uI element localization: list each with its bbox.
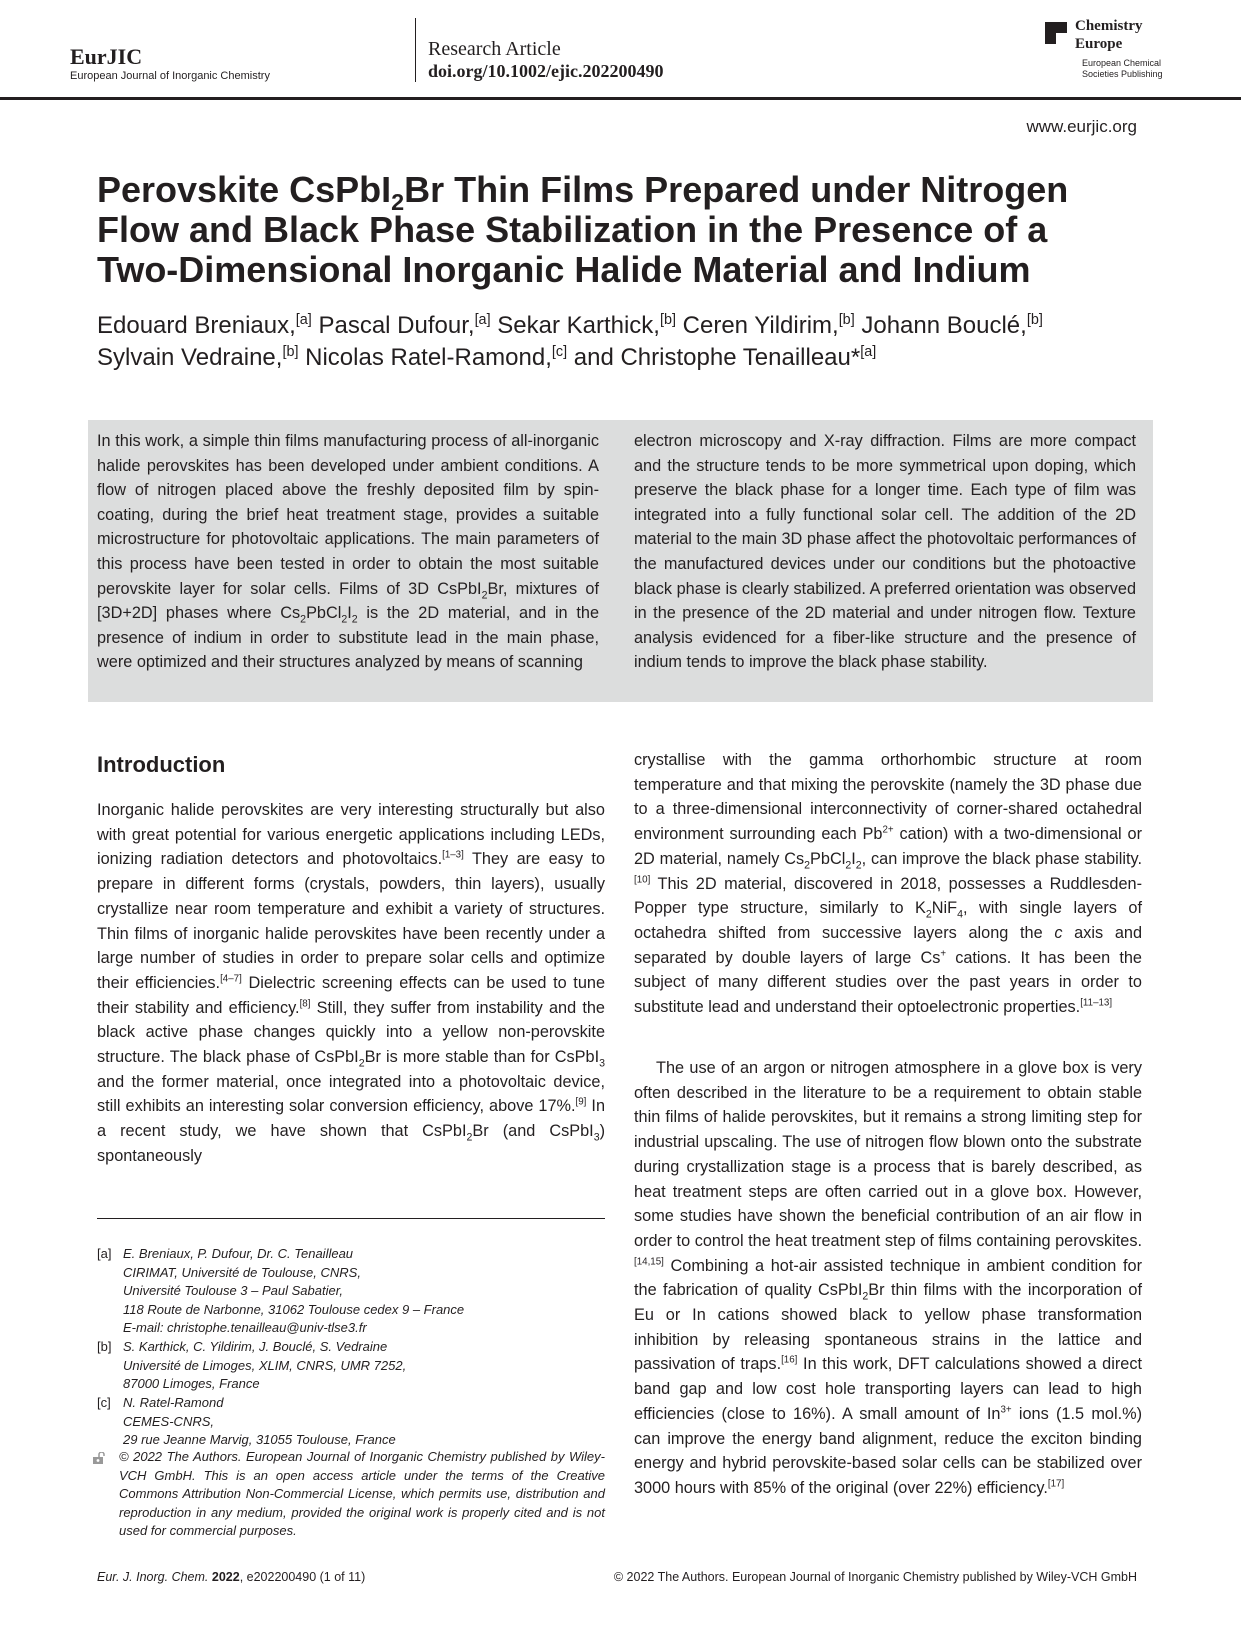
author: Nicolas Ratel-Ramond,[c]	[305, 344, 568, 371]
affiliation-line: 29 rue Jeanne Marvig, 31055 Toulouse, France	[123, 1432, 396, 1447]
article-type: Research Article	[428, 38, 561, 60]
affiliation-line: CIRIMAT, Université de Toulouse, CNRS,	[123, 1264, 361, 1280]
intro-paragraph-2: The use of an argon or nitrogen atmosphere in a glove box is very often described in the literature to be a requirement to obtain stable thin films of halide perovskites, but it remains a strong limiting step for industrial upscaling. The use of nitrogen flow blown onto the substrate during crystallization stage is a process that is barely described, as heat treatment steps are often carried out in a glove box. However, some studies have shown the beneficial contribution of an air flow in order to control the heat treatment step of films containing perovskites.[14,15] Combining a hot-air assisted technique in ambient condition for the fabrication of quality CsPbI$_2$Br thin films with the incorporation of Eu or In cations showed black to yellow phase transformation inhibition by releasing spontaneous strains in the lattice and passivation of traps.[16] In this work, DFT calculations showed a direct band gap and low cost hole transporting layers can lead to high efficiencies (close to 16%). A small amount of $In^{3+}$ ions (1.5 mol.%) can improve the energy band alignment, reduce the exciton binding energy and hybrid perovskite-based solar cells can be stabilized over 3000 hours with 85% of the original (over 22%) efficiency.[17]	[634, 1059, 1142, 1497]
citation[interactable]: [1–3]	[442, 849, 464, 861]
author: Sekar Karthick,[b]	[497, 312, 676, 339]
affiliation-line: S. Karthick, C. Yildirim, J. Bouclé, S. Vedraine	[123, 1339, 388, 1354]
affiliation-line: Université Toulouse 3 – Paul Sabatier,	[123, 1283, 343, 1298]
author: and Christophe Tenailleau*[a]	[573, 344, 877, 371]
footer-article-number: , e202200490 (1 of 11)	[239, 1570, 366, 1584]
journal-website[interactable]: www.eurjic.org	[1026, 117, 1137, 136]
publisher-sub-line2: Societies Publishing	[1082, 69, 1163, 79]
affiliation-a	[97, 1245, 605, 1338]
affiliation-c	[97, 1394, 605, 1450]
affiliation-line: E. Breniaux, P. Dufour, Dr. C. Tenailleau	[123, 1246, 354, 1261]
citation[interactable]: [9]	[575, 1097, 587, 1109]
abstract-column-1: In this work, a simple thin films manufacturing process of all-inorganic halide perovskites has been developed under ambient conditions. A flow of nitrogen placed above the freshly deposited film by spin-coating, during the brief heat treatment stage, provides a suitable microstructure for photovoltaic applications. The main parameters of this process have been tested in order to obtain the most suitable perovskite layer for solar cells. Films of 3D CsPbI$_2$Br, mixtures of [3D+2D] phases where $Cs_2PbCl_2I_2$ is the 2D material, and in the presence of indium in order to substitute lead in the main phase, were optimized and their structures analyzed by means of scanning	[97, 432, 599, 672]
title-subscript: 2	[391, 189, 405, 216]
journal-full-name: European Journal of Inorganic Chemistry	[70, 70, 270, 82]
title-text: Br Thin Films Prepared under Nitrogen	[404, 169, 1069, 210]
license-notice: © 2022 The Authors. European Journal of Inorganic Chemistry published by Wiley-VCH GmbH. This is an open access article under the terms of the Creative Commons Attribution Non-Commercial License, which permits use, distribution and reproduction in any medium, provided the original work is properly cited and is not used for commercial purposes.	[119, 1449, 605, 1538]
affiliation-line: 118 Route de Narbonne, 31062 Toulouse cedex 9 – France	[123, 1301, 465, 1317]
footer-year: 2022	[211, 1570, 240, 1584]
affiliation-label: [b]	[97, 1339, 112, 1354]
affiliation-email[interactable]: E-mail: christophe.tenailleau@univ-tlse3.fr	[123, 1320, 367, 1335]
affiliation-line: 87000 Limoges, France	[123, 1376, 260, 1391]
abstract-column-2: electron microscopy and X-ray diffraction. Films are more compact and the structure tends to be more symmetrical upon doping, which preserve the black phase for a longer time. Each type of film was integrated into a fully functional solar cell. The addition of the 2D material to the main 3D phase affect the photovoltaic performances of the manufactured devices under our conditions but the photoactive black phase is clearly stabilized. A preferred orientation was observed in the presence of the 2D material and under nitrogen flow. Texture analysis evidenced for a fiber-like structure and the presence of indium tends to improve the black phase stability.	[634, 432, 1136, 672]
author: Ceren Yildirim,[b]	[682, 312, 855, 339]
affiliation-b	[97, 1338, 605, 1394]
citation[interactable]: [17]	[1047, 1478, 1065, 1490]
author-list	[97, 310, 1157, 374]
author: Edouard Breniaux,[a]	[97, 312, 312, 339]
publisher-sub-line1: European Chemical	[1082, 58, 1162, 68]
section-heading-introduction: Introduction	[97, 752, 226, 777]
publisher-name-line1: Chemistry	[1075, 18, 1143, 34]
affiliation-label: [c]	[97, 1395, 111, 1410]
open-access-lock-icon	[92, 1452, 105, 1464]
article-title	[97, 170, 1157, 290]
citation[interactable]: [14,15]	[634, 1256, 664, 1268]
intro-paragraph-1: Inorganic halide perovskites are very interesting structurally but also with great potential for various energetic applications including LEDs, ionizing radiation detectors and photovoltaics.[1–3] They are easy to prepare in different forms (crystals, powders, thin layers), usually crystallize near room temperature and exhibit a variety of structures. Thin films of inorganic halide perovskites have been recently under a large number of studies in order to prepare solar cells and optimize their efficiencies.[4–7] Dielectric screening effects can be used to tune their stability and efficiency.[8] Still, they suffer from instability and the black active phase changes quickly into a yellow non-perovskite structure. The black phase of CsPbI$_2$Br is more stable than for CsPbI$_3$ and the former material, once integrated into a photovoltaic device, still exhibits an interesting solar conversion efficiency, above 17%.[9] In a recent study, we have shown that CsPbI$_2$Br (and CsPbI$_3$) spontaneously	[97, 801, 605, 1165]
logo-inner-mark	[1053, 30, 1067, 44]
affiliation-label: [a]	[97, 1246, 112, 1261]
title-line-3: Two-Dimensional Inorganic Halide Material and Indium	[97, 249, 1031, 290]
author: Sylvain Vedraine,[b]	[97, 344, 299, 371]
header-divider	[415, 18, 416, 82]
citation[interactable]: [10]	[634, 874, 651, 886]
affiliation-line: N. Ratel-Ramond	[123, 1395, 224, 1410]
citation[interactable]: [8]	[299, 998, 311, 1010]
publisher-name-line2: Europe	[1075, 36, 1123, 52]
author: Pascal Dufour,[a]	[318, 312, 491, 339]
footer-journal: Eur. J. Inorg. Chem.	[97, 1570, 209, 1584]
page-footer-copyright: © 2022 The Authors. European Journal of Inorganic Chemistry published by Wiley-VCH GmbH	[613, 1570, 1137, 1584]
page-footer-citation	[97, 1570, 365, 1584]
citation[interactable]: [4–7]	[220, 973, 242, 985]
title-text: Perovskite CsPbI	[97, 169, 392, 210]
footnote-rule	[97, 1218, 605, 1219]
author: Johann Bouclé,[b]	[861, 312, 1043, 339]
affiliation-line: CEMES-CNRS,	[123, 1413, 215, 1429]
citation[interactable]: [16]	[781, 1355, 798, 1367]
doi-link[interactable]: doi.org/10.1002/ejic.202200490	[428, 61, 664, 81]
intro-paragraph-1-continued: crystallise with the gamma orthorhombic structure at room temperature and that mixing the perovskite (namely the 3D phase due to a three-dimensional interconnectivity of corner-shared octahedral environment surrounding each $Pb^{2+}$ cation) with a two-dimensional or 2D material, namely $Cs_2PbCl_2I_2$, can improve the black phase stability.[10] This 2D material, discovered in 2018, possesses a Ruddlesden-Popper type structure, similarly to $K_2NiF_4$, with single layers of octahedra shifted from successive layers along the c axis and separated by double layers of large Cs+ cations. It has been the subject of many different studies over the past years in order to substitute lead and understand their optoelectronic properties.[11–13]	[634, 751, 1142, 1017]
journal-abbrev: EurJIC	[70, 44, 143, 69]
header-rule	[0, 97, 1241, 100]
title-line-1	[97, 169, 1157, 216]
affiliation-line: Université de Limoges, XLIM, CNRS, UMR 7252,	[123, 1357, 407, 1373]
citation[interactable]: [11–13]	[1080, 997, 1113, 1009]
title-line-2: Flow and Black Phase Stabilization in the Presence of a	[97, 209, 1048, 250]
